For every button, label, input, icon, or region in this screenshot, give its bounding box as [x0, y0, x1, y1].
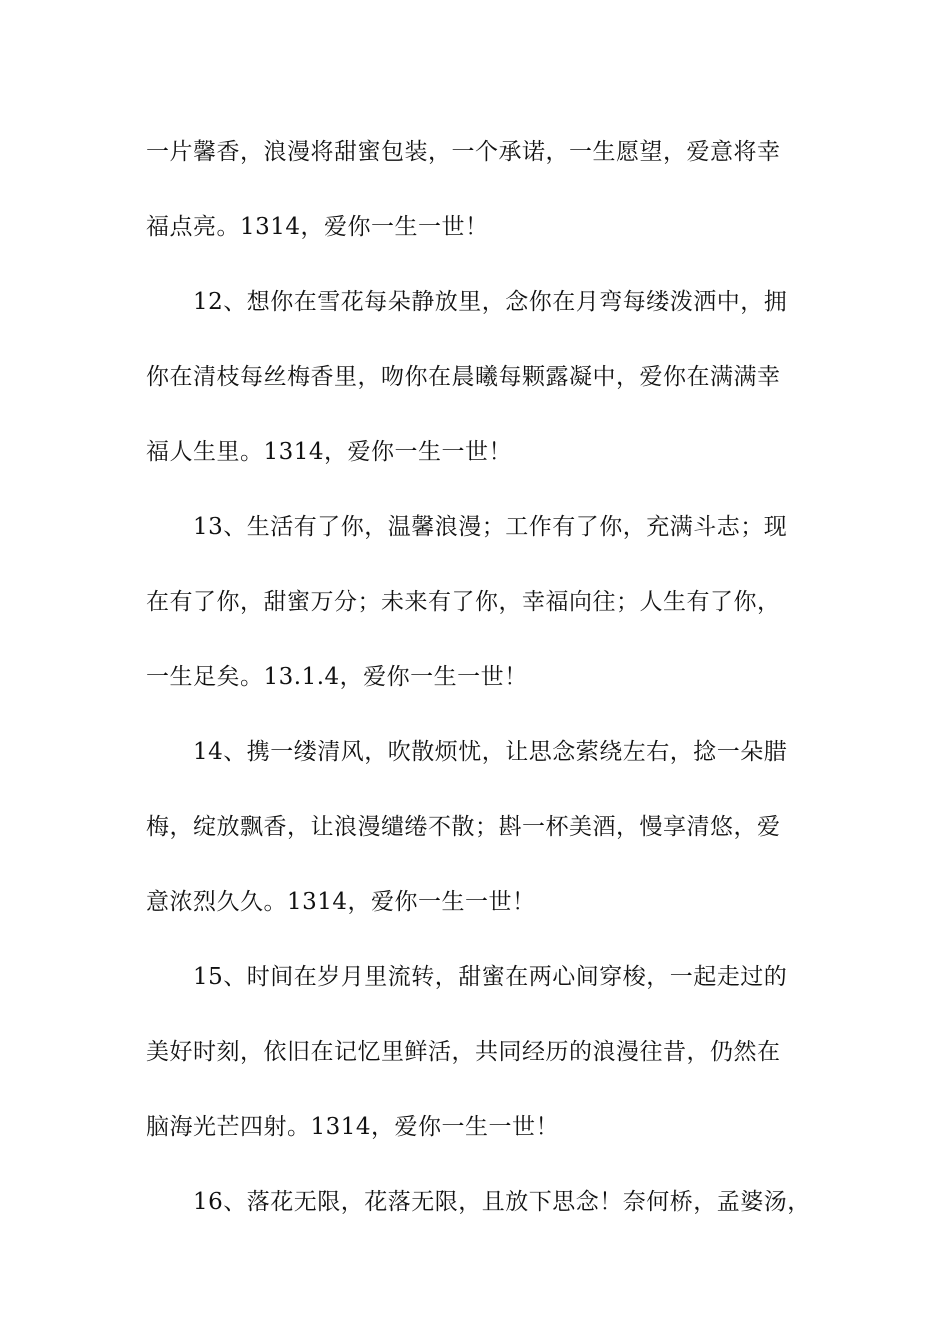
paragraph-start-15: 15、时间在岁月里流转，甜蜜在两心间穿梭，一起走过的 [193, 964, 788, 990]
text-line: 你在清枝每丝梅香里，吻你在晨曦每颗露凝中，爱你在满满幸 [146, 364, 781, 390]
text-line: 脑海光芒四射。1314，爱你一生一世！ [146, 1114, 560, 1140]
paragraph-start-16: 16、落花无限，花落无限，且放下思念！奈何桥，孟婆汤， [193, 1189, 811, 1215]
text-line: 福人生里。1314，爱你一生一世！ [146, 439, 513, 465]
text-line: 一生足矣。13.1.4，爱你一生一世！ [146, 664, 528, 690]
paragraph-start-13: 13、生活有了你，温馨浪漫；工作有了你，充满斗志；现 [193, 514, 788, 540]
paragraph-start-14: 14、携一缕清风，吹散烦忧，让思念萦绕左右，捻一朵腊 [193, 739, 788, 765]
text-line: 福点亮。1314，爱你一生一世！ [146, 214, 489, 240]
text-line: 一片馨香，浪漫将甜蜜包装，一个承诺，一生愿望，爱意将幸 [146, 139, 781, 165]
text-line: 美好时刻，依旧在记忆里鲜活，共同经历的浪漫往昔，仍然在 [146, 1039, 781, 1065]
paragraph-start-12: 12、想你在雪花每朵静放里，念你在月弯每缕泼洒中，拥 [193, 289, 788, 315]
text-line: 梅，绽放飘香，让浪漫缱绻不散；斟一杯美酒，慢享清悠，爱 [146, 814, 781, 840]
text-line: 在有了你，甜蜜万分；未来有了你，幸福向往；人生有了你， [146, 589, 781, 615]
text-line: 意浓烈久久。1314，爱你一生一世！ [146, 889, 536, 915]
